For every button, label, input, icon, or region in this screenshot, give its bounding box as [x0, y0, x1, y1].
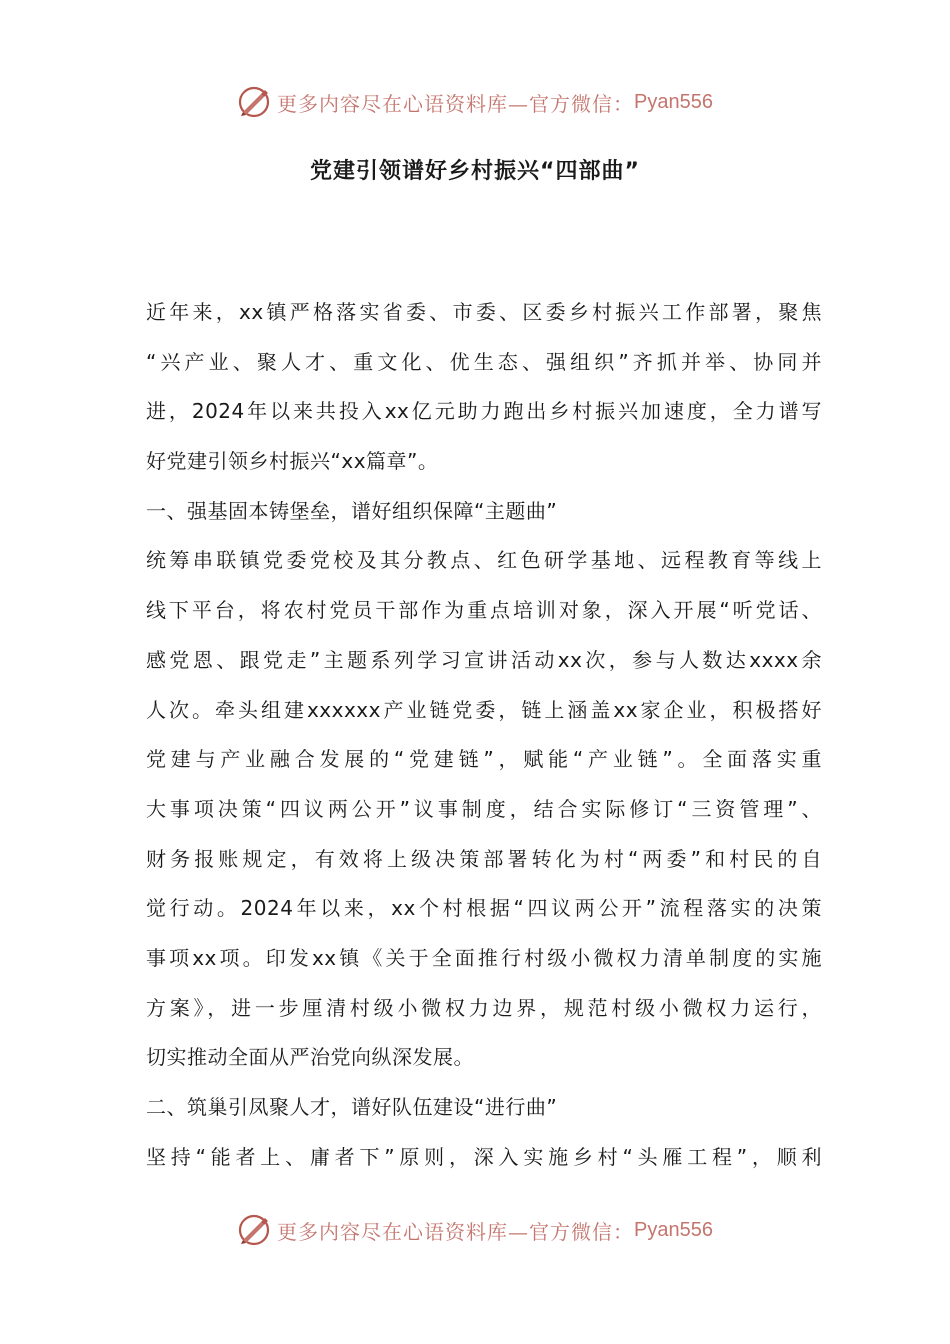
paragraph-line: 财务报账规定，有效将上级决策部署转化为村“两委”和村民的自 — [146, 846, 822, 871]
paragraph-line: 好党建引领乡村振兴“xx篇章”。 — [146, 449, 439, 474]
paragraph-line: 统筹串联镇党委党校及其分教点、红色研学基地、远程教育等线上 — [146, 548, 822, 573]
paragraph-line: 人次。牵头组建xxxxxx产业链党委，链上涵盖xx家企业，积极搭好 — [146, 697, 822, 722]
watermark-text: 更多内容尽在心语资料库—官方微信： — [277, 91, 635, 116]
paragraph-line: 感党恩、跟党走”主题系列学习宣讲活动xx次，参与人数达xxxx余 — [146, 647, 822, 672]
pen-logo-icon — [237, 1213, 271, 1247]
paragraph-line: 切实推动全面从严治党向纵深发展。 — [146, 1045, 474, 1070]
paragraph-line: 坚持“能者上、庸者下”原则，深入实施乡村“头雁工程”，顺利 — [146, 1144, 822, 1169]
watermark-banner-bottom — [0, 1208, 950, 1252]
paragraph-line: 事项xx项。印发xx镇《关于全面推行村级小微权力清单制度的实施 — [146, 945, 822, 970]
paragraph-line: 进，2024年以来共投入xx亿元助力跑出乡村振兴加速度，全力谱写 — [146, 399, 822, 424]
watermark-text: 更多内容尽在心语资料库—官方微信： — [277, 1219, 635, 1244]
section-heading-1: 一、强基固本铸堡垒，谱好组织保障“主题曲” — [146, 498, 558, 523]
document-body — [146, 288, 822, 1182]
pen-logo-icon — [237, 85, 271, 119]
paragraph-line: 方案》，进一步厘清村级小微权力边界，规范村级小微权力运行， — [146, 995, 822, 1020]
watermark-wechat-id: Pyan556 — [634, 90, 713, 113]
document-title: 党建引领谱好乡村振兴“四部曲” — [310, 159, 640, 184]
paragraph-line: 近年来，xx镇严格落实省委、市委、区委乡村振兴工作部署，聚焦 — [146, 300, 822, 324]
paragraph-line: 线下平台，将农村党员干部作为重点培训对象，深入开展“听党话、 — [146, 598, 822, 623]
watermark-wechat-id: Pyan556 — [634, 1218, 713, 1241]
paragraph-line: “兴产业、聚人才、重文化、优生态、强组织”齐抓并举、协同并 — [146, 349, 822, 374]
paragraph-line: 觉行动。2024年以来，xx个村根据“四议两公开”流程落实的决策 — [146, 896, 822, 921]
paragraph-line: 大事项决策“四议两公开”议事制度，结合实际修订“三资管理”、 — [146, 796, 822, 821]
watermark-banner-top — [0, 80, 950, 124]
paragraph-line: 党建与产业融合发展的“党建链”，赋能“产业链”。全面落实重 — [146, 747, 822, 772]
section-heading-2: 二、筑巢引凤聚人才，谱好队伍建设“进行曲” — [146, 1095, 558, 1119]
